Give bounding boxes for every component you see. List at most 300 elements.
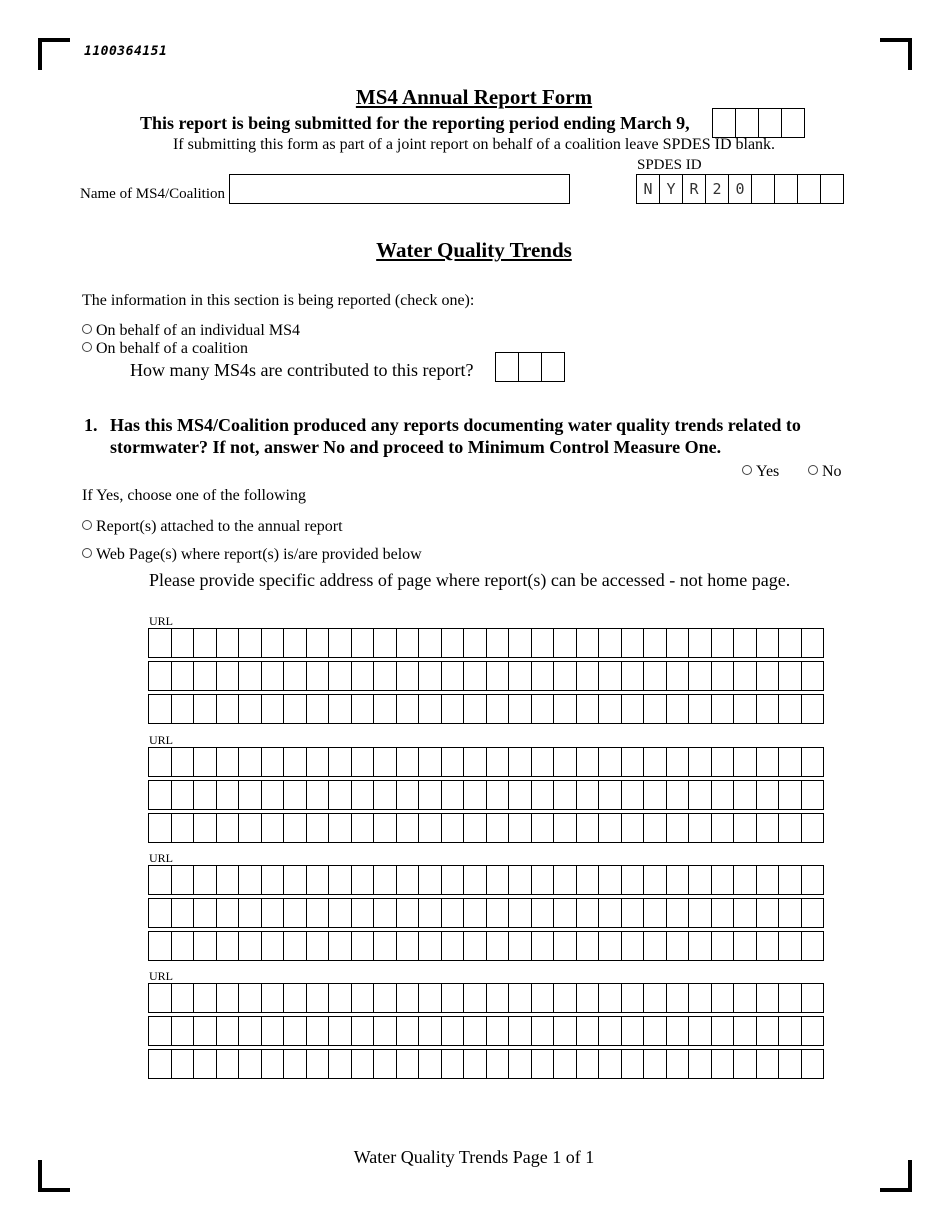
url-char-box[interactable] [238,661,262,691]
url-char-box[interactable] [328,661,352,691]
url-char-box[interactable] [418,983,442,1013]
radio-icon[interactable] [742,465,752,475]
url-char-box[interactable] [486,661,510,691]
url-char-box[interactable] [261,1016,285,1046]
url-char-box[interactable] [688,898,712,928]
url-char-box[interactable] [193,898,217,928]
spdes-char-box[interactable] [797,174,821,204]
url-char-box[interactable] [396,1016,420,1046]
url-char-box[interactable] [711,865,735,895]
url-char-box[interactable] [508,813,532,843]
url-char-box[interactable] [171,1016,195,1046]
url-char-box[interactable] [283,1016,307,1046]
url-char-box[interactable] [441,813,465,843]
url-char-box[interactable] [373,865,397,895]
url-input-row[interactable] [148,1049,824,1079]
spdes-char-box[interactable]: R [682,174,706,204]
url-char-box[interactable] [463,694,487,724]
option-coalition[interactable] [82,340,248,358]
url-char-box[interactable] [801,1049,825,1079]
url-char-box[interactable] [261,898,285,928]
url-char-box[interactable] [441,628,465,658]
url-char-box[interactable] [441,747,465,777]
url-char-box[interactable] [328,865,352,895]
url-char-box[interactable] [486,628,510,658]
url-char-box[interactable] [621,983,645,1013]
url-char-box[interactable] [216,780,240,810]
url-char-box[interactable] [148,694,172,724]
url-char-box[interactable] [666,813,690,843]
url-char-box[interactable] [598,747,622,777]
url-char-box[interactable] [463,1016,487,1046]
url-char-box[interactable] [778,661,802,691]
url-char-box[interactable] [733,931,757,961]
url-char-box[interactable] [778,1049,802,1079]
url-char-box[interactable] [486,1049,510,1079]
url-char-box[interactable] [396,931,420,961]
url-char-box[interactable] [283,813,307,843]
url-char-box[interactable] [351,628,375,658]
url-char-box[interactable] [463,1049,487,1079]
url-char-box[interactable] [576,780,600,810]
url-char-box[interactable] [261,983,285,1013]
url-char-box[interactable] [621,865,645,895]
url-char-box[interactable] [553,931,577,961]
url-char-box[interactable] [328,898,352,928]
url-char-box[interactable] [418,694,442,724]
url-char-box[interactable] [531,931,555,961]
url-char-box[interactable] [351,865,375,895]
url-char-box[interactable] [306,983,330,1013]
url-char-box[interactable] [778,898,802,928]
url-char-box[interactable] [396,865,420,895]
url-char-box[interactable] [463,865,487,895]
url-char-box[interactable] [598,780,622,810]
url-char-box[interactable] [306,813,330,843]
url-char-box[interactable] [373,1016,397,1046]
url-char-box[interactable] [441,1049,465,1079]
url-char-box[interactable] [756,931,780,961]
radio-icon[interactable] [82,324,92,334]
year-digit-box[interactable] [758,108,782,138]
url-char-box[interactable] [171,661,195,691]
spdes-char-box[interactable] [820,174,844,204]
url-char-box[interactable] [711,1016,735,1046]
url-char-box[interactable] [688,661,712,691]
url-char-box[interactable] [463,661,487,691]
url-char-box[interactable] [328,1049,352,1079]
url-char-box[interactable] [733,628,757,658]
url-char-box[interactable] [328,983,352,1013]
url-char-box[interactable] [351,780,375,810]
url-char-box[interactable] [756,780,780,810]
url-char-box[interactable] [396,898,420,928]
option-report-attached[interactable] [82,518,343,536]
url-input-row[interactable] [148,780,824,810]
url-char-box[interactable] [711,813,735,843]
url-char-box[interactable] [508,1049,532,1079]
url-char-box[interactable] [621,898,645,928]
url-input-row[interactable] [148,747,824,777]
url-char-box[interactable] [621,931,645,961]
url-char-box[interactable] [778,694,802,724]
url-char-box[interactable] [351,747,375,777]
url-char-box[interactable] [238,898,262,928]
url-char-box[interactable] [418,661,442,691]
url-char-box[interactable] [418,628,442,658]
ms4-count-digit-box[interactable] [518,352,542,382]
url-char-box[interactable] [148,983,172,1013]
url-char-box[interactable] [733,898,757,928]
url-char-box[interactable] [778,1016,802,1046]
url-char-box[interactable] [553,661,577,691]
url-char-box[interactable] [351,983,375,1013]
url-char-box[interactable] [328,931,352,961]
url-char-box[interactable] [486,1016,510,1046]
url-char-box[interactable] [193,983,217,1013]
url-char-box[interactable] [531,628,555,658]
url-char-box[interactable] [576,747,600,777]
url-char-box[interactable] [238,780,262,810]
url-char-box[interactable] [621,628,645,658]
name-field-input[interactable] [229,174,570,204]
url-char-box[interactable] [238,931,262,961]
url-char-box[interactable] [396,747,420,777]
url-char-box[interactable] [801,1016,825,1046]
url-char-box[interactable] [531,983,555,1013]
url-char-box[interactable] [666,983,690,1013]
url-char-box[interactable] [193,1016,217,1046]
url-char-box[interactable] [576,694,600,724]
url-char-box[interactable] [463,983,487,1013]
url-char-box[interactable] [598,661,622,691]
url-char-box[interactable] [643,931,667,961]
url-char-box[interactable] [508,694,532,724]
url-char-box[interactable] [778,865,802,895]
option-web-page[interactable] [82,546,422,564]
url-char-box[interactable] [508,865,532,895]
url-char-box[interactable] [643,628,667,658]
url-char-box[interactable] [711,983,735,1013]
url-char-box[interactable] [171,747,195,777]
url-char-box[interactable] [666,628,690,658]
url-char-box[interactable] [463,780,487,810]
url-char-box[interactable] [441,694,465,724]
url-char-box[interactable] [193,931,217,961]
reporting-year-boxes[interactable] [712,108,805,138]
url-char-box[interactable] [666,661,690,691]
url-char-box[interactable] [193,813,217,843]
url-char-box[interactable] [283,661,307,691]
url-char-box[interactable] [306,1016,330,1046]
url-char-box[interactable] [238,813,262,843]
url-char-box[interactable] [306,628,330,658]
url-char-box[interactable] [441,931,465,961]
url-char-box[interactable] [283,780,307,810]
url-char-box[interactable] [171,780,195,810]
url-char-box[interactable] [598,898,622,928]
url-char-box[interactable] [418,813,442,843]
url-char-box[interactable] [396,1049,420,1079]
spdes-char-box[interactable]: N [636,174,660,204]
url-char-box[interactable] [193,1049,217,1079]
url-char-box[interactable] [396,780,420,810]
url-char-box[interactable] [643,694,667,724]
url-char-box[interactable] [486,931,510,961]
url-char-box[interactable] [621,661,645,691]
url-char-box[interactable] [688,1016,712,1046]
url-char-box[interactable] [238,747,262,777]
url-char-box[interactable] [553,1049,577,1079]
url-char-box[interactable] [261,813,285,843]
url-char-box[interactable] [711,661,735,691]
url-char-box[interactable] [733,780,757,810]
url-char-box[interactable] [756,694,780,724]
url-char-box[interactable] [531,813,555,843]
url-char-box[interactable] [643,865,667,895]
url-char-box[interactable] [418,747,442,777]
url-char-box[interactable] [711,628,735,658]
url-char-box[interactable] [193,628,217,658]
url-char-box[interactable] [576,1016,600,1046]
url-char-box[interactable] [396,983,420,1013]
url-char-box[interactable] [171,898,195,928]
url-char-box[interactable] [261,1049,285,1079]
url-char-box[interactable] [576,898,600,928]
url-char-box[interactable] [643,1016,667,1046]
url-char-box[interactable] [261,931,285,961]
url-char-box[interactable] [643,983,667,1013]
url-char-box[interactable] [351,661,375,691]
url-char-box[interactable] [598,694,622,724]
url-char-box[interactable] [666,865,690,895]
url-char-box[interactable] [418,898,442,928]
spdes-char-box[interactable]: 0 [728,174,752,204]
url-char-box[interactable] [553,813,577,843]
url-char-box[interactable] [801,983,825,1013]
url-char-box[interactable] [643,747,667,777]
url-char-box[interactable] [373,898,397,928]
url-char-box[interactable] [171,1049,195,1079]
url-char-box[interactable] [283,694,307,724]
url-char-box[interactable] [373,661,397,691]
url-input-row[interactable] [148,661,824,691]
url-input-row[interactable] [148,931,824,961]
url-char-box[interactable] [441,780,465,810]
url-char-box[interactable] [373,983,397,1013]
url-char-box[interactable] [778,813,802,843]
url-char-box[interactable] [733,694,757,724]
url-input-row[interactable] [148,694,824,724]
url-char-box[interactable] [733,813,757,843]
url-char-box[interactable] [441,865,465,895]
url-char-box[interactable] [171,865,195,895]
url-char-box[interactable] [396,661,420,691]
url-char-box[interactable] [666,694,690,724]
url-char-box[interactable] [756,813,780,843]
url-char-box[interactable] [621,813,645,843]
ms4-count-digit-box[interactable] [541,352,565,382]
url-char-box[interactable] [261,628,285,658]
url-char-box[interactable] [373,931,397,961]
url-char-box[interactable] [396,694,420,724]
url-char-box[interactable] [598,813,622,843]
url-char-box[interactable] [441,1016,465,1046]
url-char-box[interactable] [553,898,577,928]
url-char-box[interactable] [801,865,825,895]
url-char-box[interactable] [801,747,825,777]
spdes-id-boxes[interactable] [636,174,844,204]
url-char-box[interactable] [351,1016,375,1046]
url-char-box[interactable] [756,983,780,1013]
url-char-box[interactable] [778,628,802,658]
url-char-box[interactable] [306,747,330,777]
url-char-box[interactable] [418,865,442,895]
url-char-box[interactable] [801,898,825,928]
url-char-box[interactable] [688,813,712,843]
url-char-box[interactable] [598,1049,622,1079]
url-char-box[interactable] [733,865,757,895]
url-char-box[interactable] [643,813,667,843]
url-char-box[interactable] [801,813,825,843]
url-char-box[interactable] [261,661,285,691]
url-char-box[interactable] [193,694,217,724]
url-char-box[interactable] [306,661,330,691]
url-char-box[interactable] [598,931,622,961]
url-char-box[interactable] [463,628,487,658]
url-char-box[interactable] [688,694,712,724]
url-char-box[interactable] [733,983,757,1013]
spdes-char-box[interactable] [774,174,798,204]
url-char-box[interactable] [396,813,420,843]
url-char-box[interactable] [643,661,667,691]
spdes-char-box[interactable] [751,174,775,204]
url-char-box[interactable] [193,661,217,691]
url-char-box[interactable] [171,931,195,961]
url-char-box[interactable] [598,983,622,1013]
url-char-box[interactable] [621,694,645,724]
url-char-box[interactable] [238,694,262,724]
url-char-box[interactable] [148,865,172,895]
spdes-char-box[interactable]: 2 [705,174,729,204]
url-char-box[interactable] [171,628,195,658]
url-char-box[interactable] [328,813,352,843]
url-char-box[interactable] [756,1016,780,1046]
url-char-box[interactable] [216,628,240,658]
url-char-box[interactable] [148,931,172,961]
url-char-box[interactable] [688,747,712,777]
url-char-box[interactable] [778,780,802,810]
url-char-box[interactable] [486,983,510,1013]
url-char-box[interactable] [418,1049,442,1079]
url-char-box[interactable] [238,865,262,895]
url-char-box[interactable] [666,1016,690,1046]
year-digit-box[interactable] [712,108,736,138]
url-input-row[interactable] [148,813,824,843]
url-char-box[interactable] [283,1049,307,1079]
url-char-box[interactable] [711,780,735,810]
url-char-box[interactable] [553,780,577,810]
url-char-box[interactable] [351,931,375,961]
url-char-box[interactable] [193,747,217,777]
url-char-box[interactable] [261,747,285,777]
url-char-box[interactable] [531,898,555,928]
url-char-box[interactable] [553,628,577,658]
url-char-box[interactable] [531,1049,555,1079]
url-char-box[interactable] [283,898,307,928]
url-char-box[interactable] [216,1049,240,1079]
radio-icon[interactable] [82,520,92,530]
url-char-box[interactable] [193,780,217,810]
url-char-box[interactable] [261,694,285,724]
url-char-box[interactable] [148,628,172,658]
url-char-box[interactable] [598,1016,622,1046]
url-char-box[interactable] [778,983,802,1013]
url-char-box[interactable] [373,694,397,724]
url-char-box[interactable] [261,780,285,810]
url-char-box[interactable] [666,1049,690,1079]
url-char-box[interactable] [373,628,397,658]
url-char-box[interactable] [801,628,825,658]
url-char-box[interactable] [216,1016,240,1046]
url-char-box[interactable] [441,661,465,691]
url-char-box[interactable] [576,1049,600,1079]
url-char-box[interactable] [486,813,510,843]
radio-icon[interactable] [82,548,92,558]
url-char-box[interactable] [418,1016,442,1046]
url-char-box[interactable] [688,865,712,895]
url-char-box[interactable] [733,1049,757,1079]
url-char-box[interactable] [756,865,780,895]
url-char-box[interactable] [463,813,487,843]
url-char-box[interactable] [418,931,442,961]
url-char-box[interactable] [306,780,330,810]
url-input-row[interactable] [148,983,824,1013]
url-char-box[interactable] [576,931,600,961]
url-char-box[interactable] [306,1049,330,1079]
radio-icon[interactable] [808,465,818,475]
url-char-box[interactable] [688,628,712,658]
url-char-box[interactable] [666,780,690,810]
url-char-box[interactable] [193,865,217,895]
url-char-box[interactable] [463,931,487,961]
url-char-box[interactable] [756,661,780,691]
url-char-box[interactable] [756,747,780,777]
url-char-box[interactable] [238,628,262,658]
url-char-box[interactable] [553,1016,577,1046]
url-char-box[interactable] [328,747,352,777]
url-input-row[interactable] [148,865,824,895]
url-char-box[interactable] [711,1049,735,1079]
url-char-box[interactable] [553,747,577,777]
url-char-box[interactable] [328,628,352,658]
url-char-box[interactable] [688,931,712,961]
url-char-box[interactable] [283,983,307,1013]
url-char-box[interactable] [283,931,307,961]
url-char-box[interactable] [328,694,352,724]
spdes-char-box[interactable]: Y [659,174,683,204]
url-char-box[interactable] [801,931,825,961]
url-char-box[interactable] [711,747,735,777]
url-char-box[interactable] [373,1049,397,1079]
url-char-box[interactable] [238,983,262,1013]
url-char-box[interactable] [283,865,307,895]
url-char-box[interactable] [216,813,240,843]
url-char-box[interactable] [576,983,600,1013]
url-char-box[interactable] [688,1049,712,1079]
year-digit-box[interactable] [735,108,759,138]
url-char-box[interactable] [508,898,532,928]
